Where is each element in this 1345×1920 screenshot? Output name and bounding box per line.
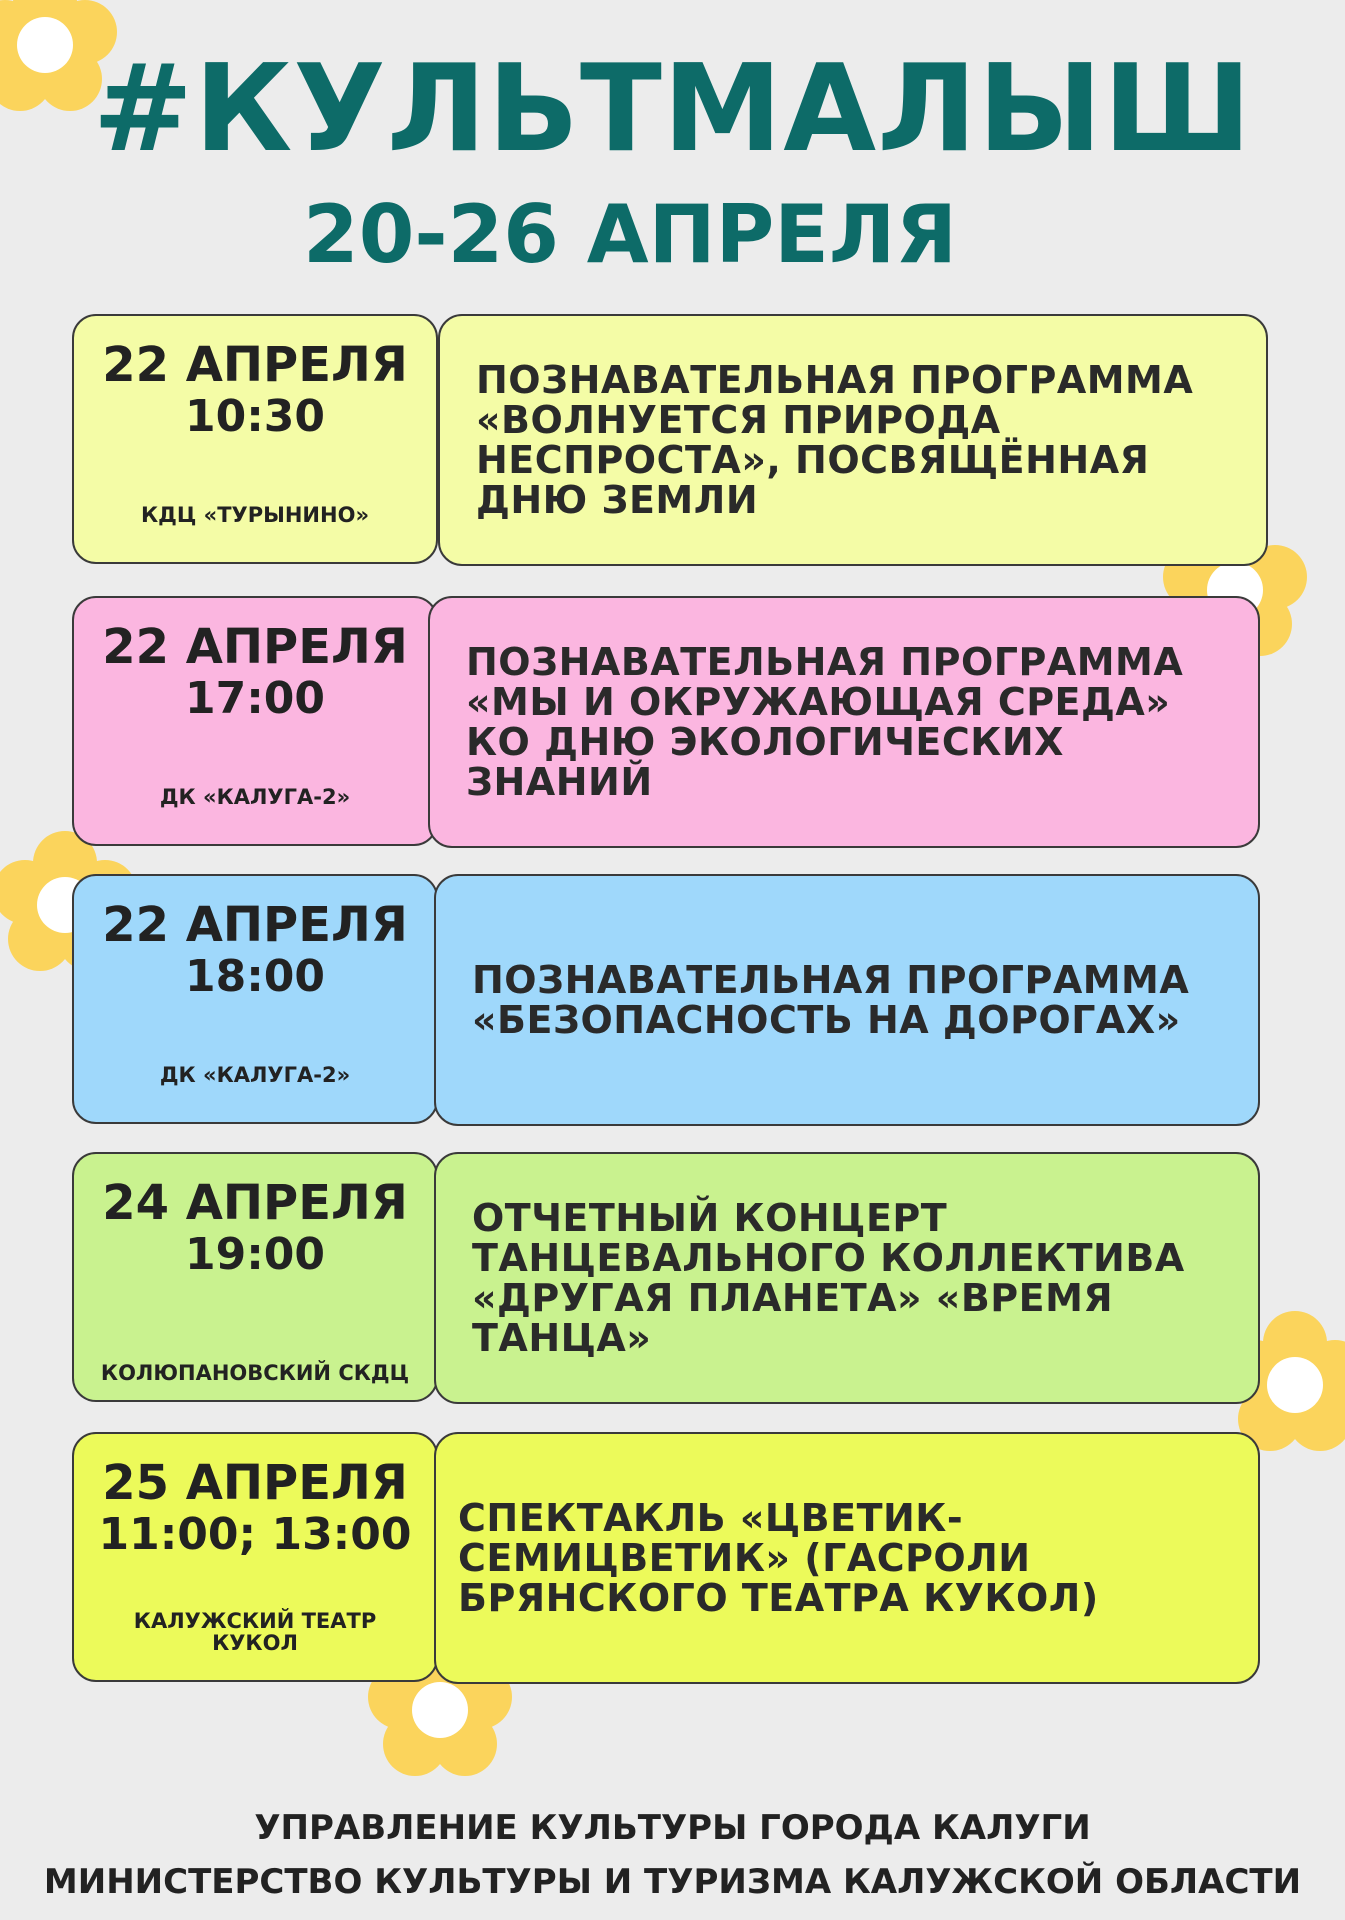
event-venue: КОЛЮПАНОВСКИЙ СКДЦ xyxy=(100,1361,410,1385)
event-row xyxy=(72,874,1262,1126)
event-row xyxy=(72,1152,1262,1404)
event-date-box xyxy=(72,1432,438,1682)
event-title-box xyxy=(434,1432,1260,1684)
event-time: 18:00 xyxy=(184,951,326,1002)
event-title-box xyxy=(438,314,1268,566)
event-date-box xyxy=(72,874,438,1124)
footer-line-1: УПРАВЛЕНИЕ КУЛЬТУРЫ ГОРОДА КАЛУГИ xyxy=(254,1808,1091,1848)
event-title-box xyxy=(434,1152,1260,1404)
event-venue: КДЦ «ТУРЫНИНО» xyxy=(140,503,370,527)
event-title: ПОЗНАВАТЕЛЬНАЯ ПРОГРАММА «ВОЛНУЕТСЯ ПРИРОДА НЕСПРОСТА», ПОСВЯЩЁННАЯ ДНЮ ЗЕМЛИ xyxy=(476,358,1194,522)
page-title: #КУЛЬТМАЛЫШ xyxy=(92,40,1253,179)
event-date: 25 АПРЕЛЯ xyxy=(102,1455,408,1511)
event-date-box xyxy=(72,314,438,564)
event-title: ПОЗНАВАТЕЛЬНАЯ ПРОГРАММА «МЫ И ОКРУЖАЮЩАЯ СРЕДА» КО ДНЮ ЭКОЛОГИЧЕСКИХ ЗНАНИЙ xyxy=(466,640,1184,804)
event-row xyxy=(72,314,1262,566)
event-title-box xyxy=(428,596,1260,848)
event-date: 22 АПРЕЛЯ xyxy=(102,619,408,675)
date-range: 20-26 АПРЕЛЯ xyxy=(303,188,957,281)
event-title: ОТЧЕТНЫЙ КОНЦЕРТ ТАНЦЕВАЛЬНОГО КОЛЛЕКТИВА «ДРУГАЯ ПЛАНЕТА» «ВРЕМЯ ТАНЦА» xyxy=(472,1196,1185,1360)
event-date: 24 АПРЕЛЯ xyxy=(102,1175,408,1231)
event-date-box xyxy=(72,596,438,846)
footer-line-2: МИНИСТЕРСТВО КУЛЬТУРЫ И ТУРИЗМА КАЛУЖСКОЙ ОБЛАСТИ xyxy=(43,1862,1302,1902)
event-title-box xyxy=(434,874,1260,1126)
event-time: 10:30 xyxy=(184,391,326,442)
event-venue: ДК «КАЛУГА-2» xyxy=(159,1063,351,1087)
event-time: 19:00 xyxy=(184,1229,326,1280)
event-title: СПЕКТАКЛЬ «ЦВЕТИК-СЕМИЦВЕТИК» (ГАСРОЛИ БРЯНСКОГО ТЕАТРА КУКОЛ) xyxy=(458,1496,1099,1620)
event-time: 17:00 xyxy=(184,673,326,724)
event-row xyxy=(72,1432,1262,1684)
event-venue: КАЛУЖСКИЙ ТЕАТР КУКОЛ xyxy=(133,1609,377,1655)
event-date-box xyxy=(72,1152,438,1402)
event-title: ПОЗНАВАТЕЛЬНАЯ ПРОГРАММА «БЕЗОПАСНОСТЬ НА ДОРОГАХ» xyxy=(472,958,1190,1042)
event-row xyxy=(72,596,1262,848)
event-date: 22 АПРЕЛЯ xyxy=(102,337,408,393)
event-time: 11:00; 13:00 xyxy=(98,1509,412,1560)
event-venue: ДК «КАЛУГА-2» xyxy=(159,785,351,809)
event-date: 22 АПРЕЛЯ xyxy=(102,897,408,953)
